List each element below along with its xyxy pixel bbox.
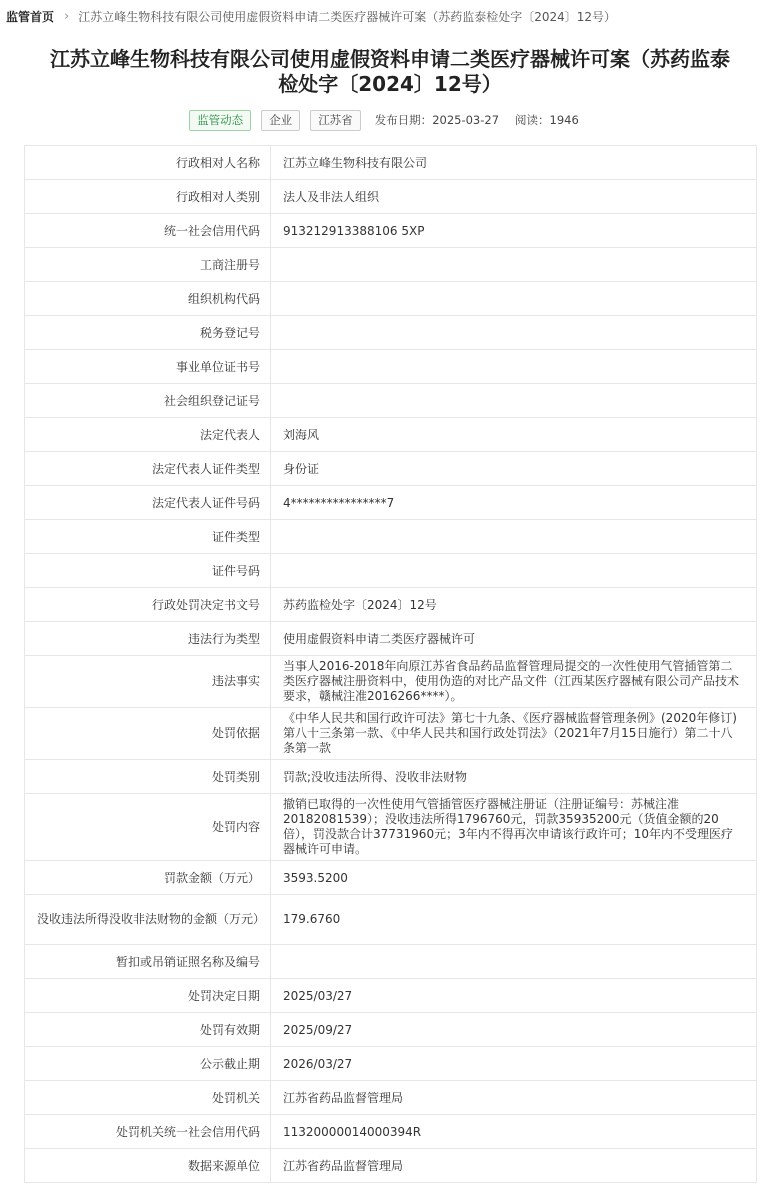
row-value [271,316,757,350]
row-value: 2025/03/27 [271,979,757,1013]
table-row [25,656,757,708]
row-label: 组织机构代码 [25,282,271,316]
row-label: 行政相对人名称 [25,146,271,180]
table-row [25,316,757,350]
row-value: 4****************7 [271,486,757,520]
publish-date [375,112,499,128]
table-row [25,146,757,180]
row-label: 行政处罚决定书文号 [25,588,271,622]
row-label: 没收违法所得没收非法财物的金额（万元） [25,895,271,945]
table-row [25,1081,757,1115]
row-value [271,554,757,588]
table-row [25,248,757,282]
row-label: 处罚决定日期 [25,979,271,1013]
row-value: 江苏省药品监督管理局 [271,1149,757,1183]
row-label: 处罚机关统一社会信用代码 [25,1115,271,1149]
table-row [25,979,757,1013]
row-label: 税务登记号 [25,316,271,350]
row-label: 法定代表人证件类型 [25,452,271,486]
row-label: 处罚内容 [25,794,271,861]
row-label: 违法行为类型 [25,622,271,656]
row-label: 处罚类别 [25,760,271,794]
row-value: 使用虚假资料申请二类医疗器械许可 [271,622,757,656]
table-row [25,418,757,452]
table-row [25,622,757,656]
row-value: 2025/09/27 [271,1013,757,1047]
row-value: 913212913388106 5XP [271,214,757,248]
table-row [25,1115,757,1149]
read-count [515,112,579,128]
table-row [25,486,757,520]
row-label: 行政相对人类别 [25,180,271,214]
page-title: 江苏立峰生物科技有限公司使用虚假资料申请二类医疗器械许可案（苏药监泰检处字〔2024〕12号） [50,47,730,96]
table-row [25,384,757,418]
breadcrumb [0,0,780,32]
row-label: 处罚依据 [25,708,271,760]
row-label: 处罚机关 [25,1081,271,1115]
table-row [25,554,757,588]
read-count-label: 阅读： [515,113,550,127]
row-value: 当事人2016-2018年向原江苏省食品药品监督管理局提交的一次性使用气管插管第二类医疗器械注册资料中，使用伪造的对比产品文件（江西某医疗器械有限公司产品技术要求，赣械注准2016266****）。 [271,656,757,708]
table-row [25,794,757,861]
table-row [25,452,757,486]
row-value: 179.6760 [271,895,757,945]
row-value: 11320000014000394R [271,1115,757,1149]
row-value: 3593.5200 [271,861,757,895]
breadcrumb-home-link[interactable]: 监管首页 [6,9,55,24]
row-value: 罚款;没收违法所得、没收非法财物 [271,760,757,794]
table-row [25,520,757,554]
row-value: 江苏省药品监督管理局 [271,1081,757,1115]
table-row [25,708,757,760]
row-label: 证件类型 [25,520,271,554]
row-value: 法人及非法人组织 [271,180,757,214]
row-label: 证件号码 [25,554,271,588]
row-value [271,945,757,979]
tag-category[interactable]: 监管动态 [189,110,251,131]
row-value: 身份证 [271,452,757,486]
row-label: 处罚有效期 [25,1013,271,1047]
publish-date-value: 2025-03-27 [432,113,500,127]
row-value [271,520,757,554]
row-value: 撤销已取得的一次性使用气管插管医疗器械注册证（注册证编号：苏械注准20182081539）；没收违法所得1796760元，罚款35935200元（货值金额的20倍），罚没款合计37731960元；3年内不得再次申请该行政许可；10年内不受理医疗器械许可申请。 [271,794,757,861]
chevron-right-icon: › [64,8,70,24]
table-row [25,760,757,794]
row-value: 2026/03/27 [271,1047,757,1081]
row-label: 数据来源单位 [25,1149,271,1183]
row-label: 法定代表人证件号码 [25,486,271,520]
tag-province[interactable]: 江苏省 [310,110,361,131]
row-value [271,282,757,316]
table-row [25,214,757,248]
row-value [271,384,757,418]
row-label: 暂扣或吊销证照名称及编号 [25,945,271,979]
row-label: 法定代表人 [25,418,271,452]
table-row [25,861,757,895]
table-row [25,1013,757,1047]
row-value [271,350,757,384]
row-label: 统一社会信用代码 [25,214,271,248]
row-value: 刘海风 [271,418,757,452]
publish-date-label: 发布日期： [374,113,433,127]
row-value [271,248,757,282]
table-row [25,282,757,316]
row-value: 苏药监检处字〔2024〕12号 [271,588,757,622]
row-value: 《中华人民共和国行政许可法》第七十九条、《医疗器械监督管理条例》(2020年修订)第八十三条第一款、《中华人民共和国行政处罚法》（2021年7月15日施行）第二十八条第一款 [271,708,757,760]
row-label: 罚款金额（万元） [25,861,271,895]
table-row [25,588,757,622]
table-row [25,895,757,945]
row-label: 社会组织登记证号 [25,384,271,418]
article-meta [0,109,780,131]
table-row [25,1149,757,1183]
table-row [25,180,757,214]
table-row [25,350,757,384]
table-row [25,945,757,979]
breadcrumb-current: 江苏立峰生物科技有限公司使用虚假资料申请二类医疗器械许可案（苏药监泰检处字〔2024〕12号） [78,9,617,24]
tag-subject-type[interactable]: 企业 [261,110,300,131]
row-label: 公示截止期 [25,1047,271,1081]
read-count-value: 1946 [549,113,579,127]
penalty-detail-table [24,145,757,1183]
row-label: 工商注册号 [25,248,271,282]
row-label: 违法事实 [25,656,271,708]
table-row [25,1047,757,1081]
row-value: 江苏立峰生物科技有限公司 [271,146,757,180]
row-label: 事业单位证书号 [25,350,271,384]
